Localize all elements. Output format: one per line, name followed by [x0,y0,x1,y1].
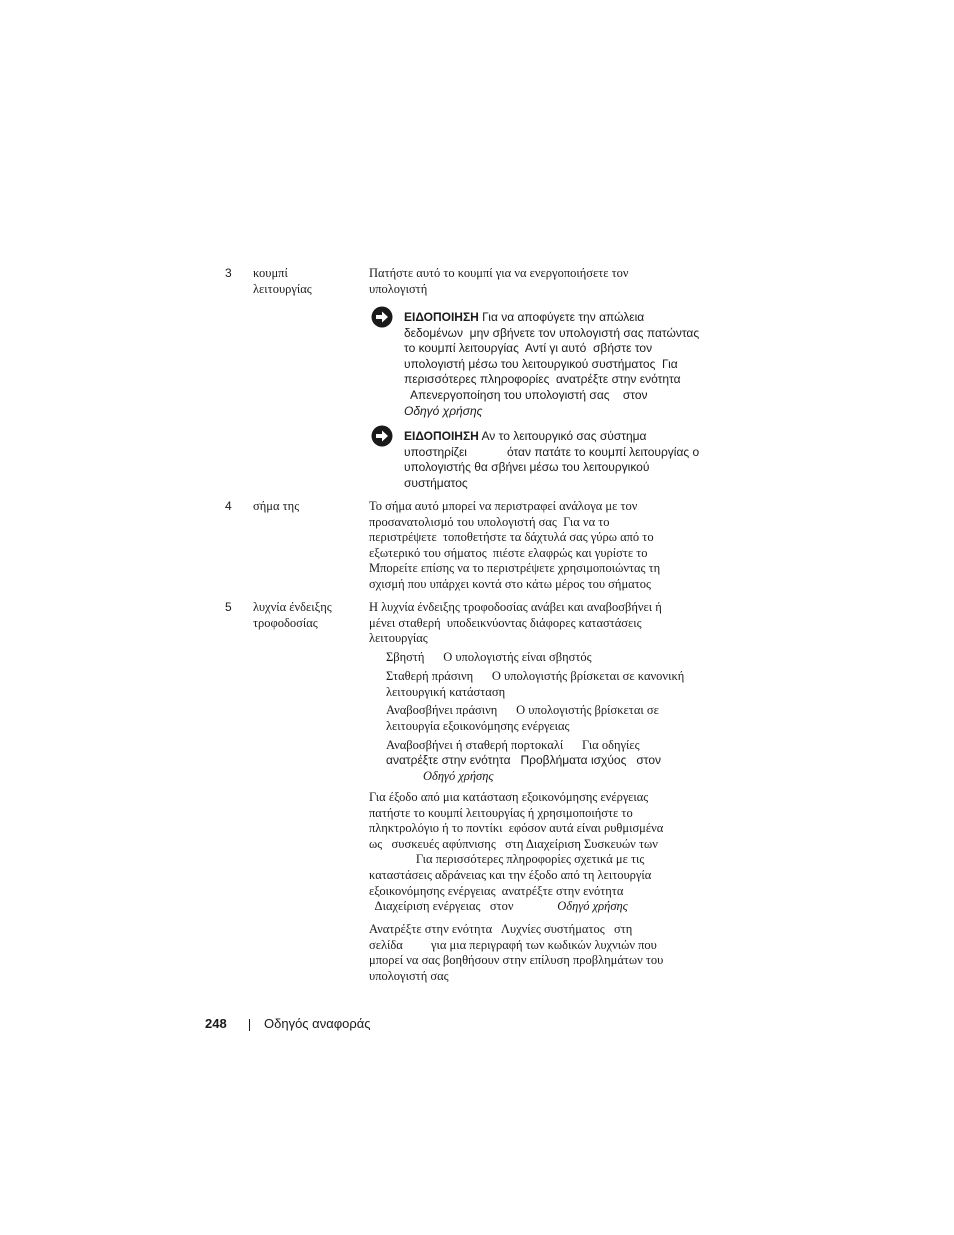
footer-divider [249,1019,250,1031]
notice-line: υποστηρίζει όταν πατάτε το κουμπί λειτουργίας ο [404,444,700,459]
para-line: σελίδα για μια περιγραφή των κωδικών λυχνιών που [369,937,657,952]
state-line: Αναβοσβήνει ή σταθερή πορτοκαλί Για οδηγίες [386,738,640,752]
lights-paragraph [369,922,663,984]
led-state [386,669,684,700]
desc-line: προσανατολισμό του υπολογιστή σας Για να το [369,514,610,529]
notice-2 [404,429,699,491]
notice-heading: ΕΙΔΟΠΟΙΗΣΗ [404,310,479,324]
para-line: Διαχείριση ενέργειας στον [369,899,558,914]
notice-line: υπολογιστή μέσω του λειτουργικού συστήματος Για [404,356,678,371]
row-4-number: 4 [225,499,232,513]
notice-line: δεδομένων μην σβήνετε τον υπολογιστή σας πατώντας [404,325,700,340]
state-line: Οδηγό χρήσης [423,769,494,783]
desc-line: Μπορείτε επίσης να το περιστρέψετε χρησιμοποιώντας τη [369,561,661,576]
notice-1 [404,310,699,419]
row-label-line: λυχνία ένδειξης [253,600,332,614]
row-4-label [253,499,299,515]
state-line: Σβηστή Ο υπολογιστής είναι σβηστός [386,650,592,664]
notice-heading: ΕΙΔΟΠΟΙΗΣΗ [404,429,479,443]
notice-text: Αν το λειτουργικό σας σύστημα [478,429,647,443]
desc-line: εξωτερικό του σήματος πιέστε ελαφρώς και γυρίστε το [369,545,648,560]
notice-text: Για να αποφύγετε την απώλεια [478,310,645,324]
para-line: Ανατρέξτε στην ενότητα Λυχνίες συστήματος στη [369,922,633,936]
row-label-line: σήμα της [253,499,300,513]
para-line: πληκτρολόγιο ή το ποντίκι εφόσον αυτά είναι ρυθμισμένα [369,821,664,836]
led-state [386,703,659,734]
state-line: Αναβοσβήνει πράσινη Ο υπολογιστής βρίσκεται σε [386,703,659,717]
para-line: πατήστε το κουμπί λειτουργίας ή χρησιμοποιήστε το [369,805,633,820]
row-5-label [253,600,332,631]
row-label-line: λειτουργίας [253,281,312,296]
desc-line: περιστρέψετε τοποθετήστε τα δάχτυλά σας γύρω από το [369,530,654,545]
row-5-description [369,600,662,647]
para-line: Για περισσότερες πληροφορίες σχετικά με τις [369,852,645,867]
row-3-number: 3 [225,266,232,280]
para-line: καταστάσεις αδράνειας και την έξοδο από τη λειτουργία [369,867,652,882]
notice-line: Απενεργοποίηση του υπολογιστή σας στον [404,387,648,402]
state-line: Σταθερή πράσινη Ο υπολογιστής βρίσκεται σε κανονική [386,669,685,683]
para-line: εξοικονόμησης ενέργειας ανατρέξτε στην ενότητα [369,883,624,898]
row-label-line: τροφοδοσίας [253,615,318,630]
led-state-reference [386,753,661,769]
notice-line: το κουμπί λειτουργίας Αντί γι αυτό σβήστε τον [404,341,653,356]
desc-line: μένει σταθερή υποδεικνύοντας διάφορες καταστάσεις [369,615,642,630]
row-5-number: 5 [225,600,232,614]
notice-arrow-icon [371,425,393,447]
state-line: λειτουργική κατάσταση [386,684,506,699]
footer-title: Οδηγός αναφοράς [264,1016,371,1031]
power-paragraph [369,790,663,915]
desc-line: υπολογιστή [369,281,428,296]
desc-line: Η λυχνία ένδειξης τροφοδοσίας ανάβει και αναβοσβήνει ή [369,600,662,614]
para-line: Για έξοδο από μια κατάσταση εξοικονόμησης ενέργειας [369,790,649,804]
led-state [386,738,640,754]
desc-line: Πατήστε αυτό το κουμπί για να ενεργοποιήσετε τον [369,266,629,280]
row-label-line: κουμπί [253,266,288,280]
notice-italic-line: Οδηγό χρήσης [404,403,483,418]
notice-arrow-icon [371,306,393,328]
state-line: λειτουργία εξοικονόμησης ενέργειας [386,718,570,733]
row-3-label [253,266,312,297]
para-line: υπολογιστή σας [369,968,449,983]
desc-line: σχισμή που υπάρχει κοντά στο κάτω μέρος του σήματος [369,576,651,591]
row-4-description [369,499,660,593]
led-state [386,650,592,666]
page-number: 248 [205,1016,227,1031]
notice-line: υπολογιστής θα σβήνει μέσω του λειτουργικού [404,460,650,475]
notice-line: περισσότερες πληροφορίες ανατρέξτε στην ενότητα [404,372,681,387]
desc-line: Το σήμα αυτό μπορεί να περιστραφεί ανάλογα με τον [369,499,638,513]
para-line: μπορεί να σας βοηθήσουν στην επίλυση προβλημάτων του [369,953,664,968]
led-state-italic [423,769,493,785]
row-3-description [369,266,629,297]
state-line: ανατρέξτε στην ενότητα Προβλήματα ισχύος στον [386,753,661,767]
notice-line: συστήματος [404,475,468,490]
para-italic: Οδηγό χρήσης [557,899,628,914]
para-line: ως συσκευές αφύπνισης στη Διαχείριση Συσκευών των [369,836,658,851]
desc-line: λειτουργίας [369,631,428,646]
